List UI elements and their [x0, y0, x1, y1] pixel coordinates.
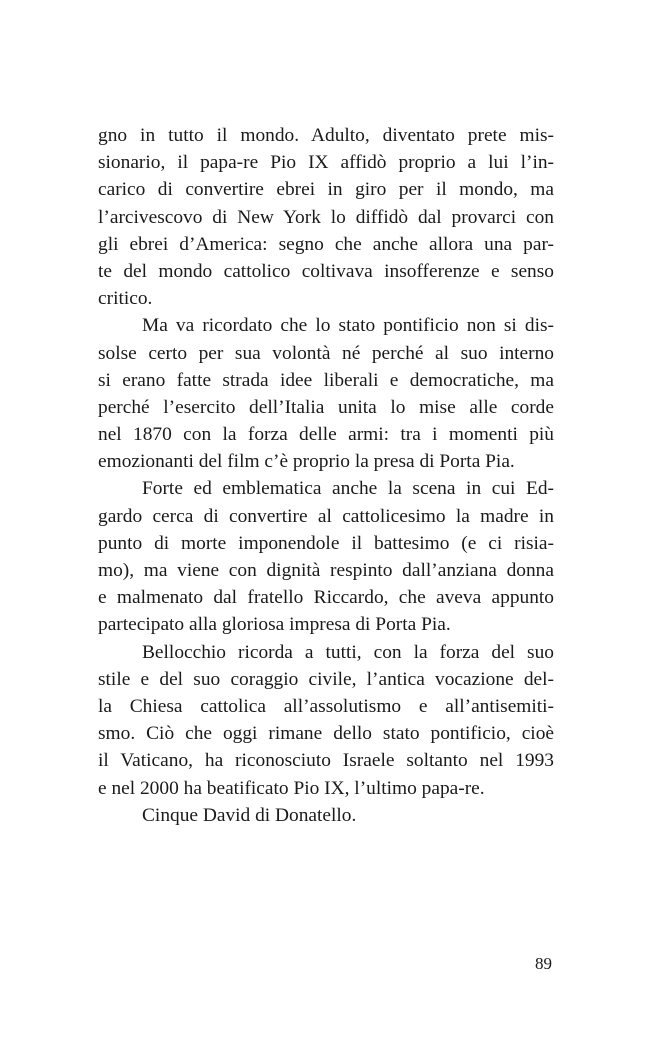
text-line: la Chiesa cattolica all’assolutismo e all’antisemiti-: [98, 695, 554, 717]
text-line: gli ebrei d’America: segno che anche allora una par-: [98, 233, 554, 255]
page-number: 89: [535, 954, 552, 973]
text-line: e malmenato dal fratello Riccardo, che aveva appunto: [98, 587, 554, 609]
text-line: partecipato alla gloriosa impresa di Porta Pia.: [98, 614, 451, 636]
text-line: punto di morte imponendole il battesimo (e ci risia-: [98, 532, 554, 554]
text-line: mo), ma viene con dignità respinto dall’anziana donna: [98, 560, 554, 581]
text-line: l’arcivescovo di New York lo diffidò dal provarci con: [98, 206, 554, 228]
text-line: perché l’esercito dell’Italia unita lo mise alle corde: [98, 396, 554, 418]
text-line: critico.: [98, 288, 153, 310]
text-line: te del mondo cattolico coltivava insofferenze e senso: [98, 260, 554, 282]
text-line: Cinque David di Donatello.: [142, 804, 357, 826]
text-line: Ma va ricordato che lo stato pontificio non si dis-: [142, 315, 554, 337]
text-line: nel 1870 con la forza delle armi: tra i momenti più: [98, 424, 554, 446]
text-line: gno in tutto il mondo. Adulto, diventato prete mis-: [98, 125, 554, 146]
paragraph: [98, 802, 554, 829]
text-line: emozionanti del film c’è proprio la presa di Porta Pia.: [98, 451, 515, 473]
paragraph: [98, 639, 554, 802]
text-line: smo. Ciò che oggi rimane dello stato pontificio, cioè: [98, 723, 554, 745]
text-line: gardo cerca di convertire al cattolicesimo la madre in: [98, 505, 554, 527]
text-line: stile e del suo coraggio civile, l’antica vocazione del-: [98, 668, 554, 690]
body-text: [98, 122, 554, 829]
paragraph: [98, 312, 554, 475]
text-line: Bellocchio ricorda a tutti, con la forza del suo: [142, 641, 554, 663]
text-line: si erano fatte strada idee liberali e democratiche, ma: [98, 369, 554, 391]
paragraph: [98, 122, 554, 312]
text-line: carico di convertire ebrei in giro per il mondo, ma: [98, 179, 554, 201]
text-line: solse certo per sua volontà né perché al suo interno: [98, 342, 554, 364]
text-line: e nel 2000 ha beatificato Pio IX, l’ultimo papa-re.: [98, 777, 485, 799]
text-line: Forte ed emblematica anche la scena in cui Ed-: [142, 478, 554, 500]
paragraph: [98, 475, 554, 638]
text-line: il Vaticano, ha riconosciuto Israele soltanto nel 1993: [98, 750, 554, 772]
text-line: sionario, il papa-re Pio IX affidò proprio a lui l’in-: [98, 152, 554, 174]
